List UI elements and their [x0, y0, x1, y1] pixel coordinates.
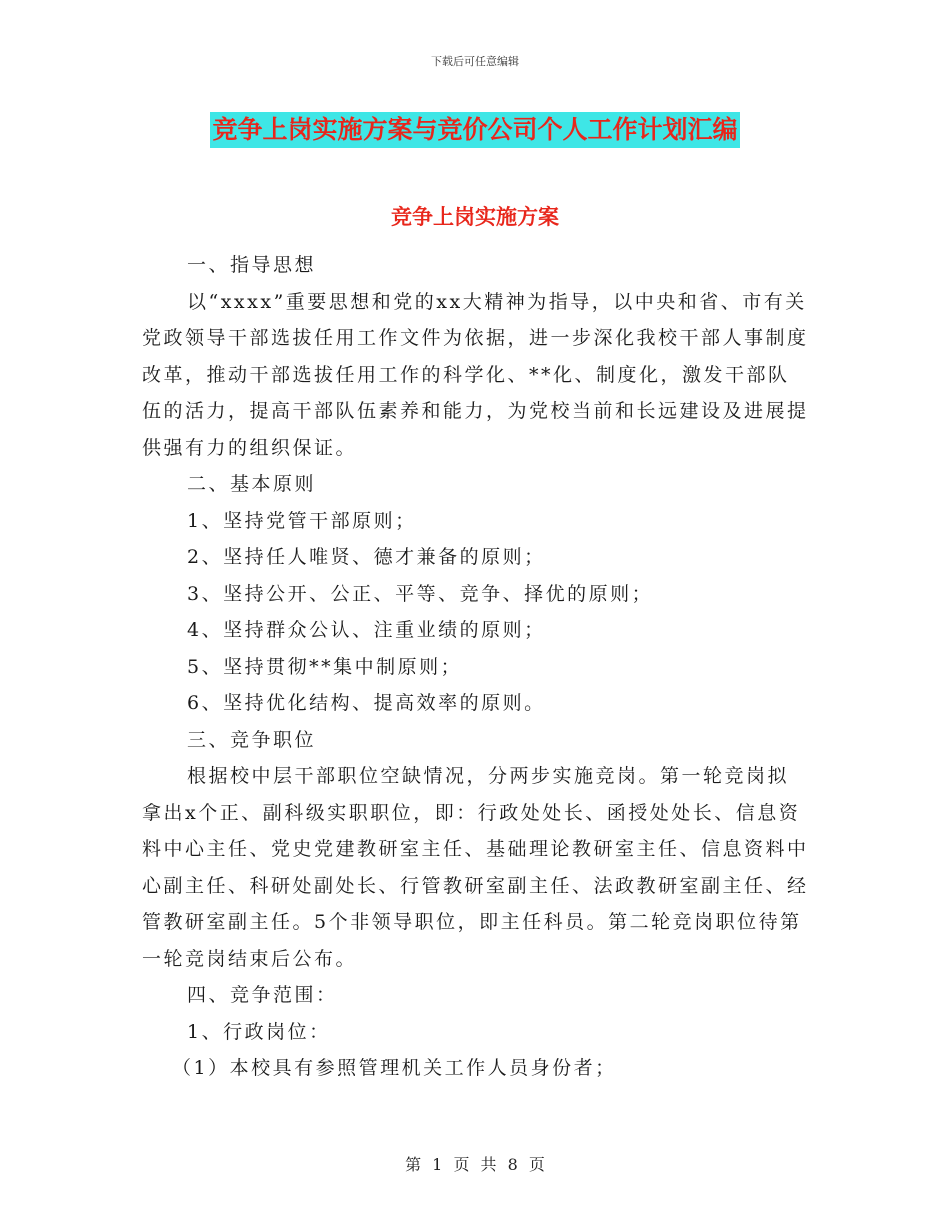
page-number: 1: [432, 1155, 443, 1174]
heading-basic-principles: 二、基本原则: [187, 473, 317, 495]
paragraph-competition-positions: 根据校中层干部职位空缺情况，分两步实施竞岗。第一轮竞岗拟拿出x个正、副科级实职职位，即：行政处处长、函授处处长、信息资料中心主任、党史党建教研室主任、基础理论教研室主任、信息资料中心副主任、科研处副处长、行管教研室副主任、法政教研室副主任、经管教研室副主任。5个非领导职位，即主任科员。第二轮竞岗职位待第一轮竞岗结束后公布。: [142, 765, 809, 970]
footer-prefix: 第: [405, 1155, 422, 1174]
footer-suffix: 页: [528, 1155, 545, 1174]
paragraph-guiding-ideology: 以“xxxx”重要思想和党的xx大精神为指导，以中央和省、市有关党政领导干部选拔任用工作文件为依据，进一步深化我校干部人事制度改革，推动干部选拔任用工作的科学化、**化、制度化，激发干部队伍的活力，提高干部队伍素养和能力，为党校当前和长远建设及进展提供强有力的组织保证。: [142, 290, 809, 459]
page-footer: [0, 1152, 950, 1175]
principle-item: 2、坚持任人唯贤、德才兼备的原则；: [187, 546, 546, 568]
principle-item: 6、坚持优化结构、提高效率的原则。: [187, 692, 546, 714]
total-pages: 8: [507, 1155, 518, 1174]
scope-item: 1、行政岗位：: [187, 1020, 331, 1043]
heading-competition-positions: 三、竞争职位: [187, 728, 317, 751]
document-title-wrap: [0, 112, 950, 148]
document-body: [142, 247, 810, 1087]
footer-mid: 页 共: [453, 1155, 497, 1174]
heading-competition-scope: 四、竞争范围：: [187, 984, 338, 1006]
principle-item: 5、坚持贯彻**集中制原则；: [187, 655, 463, 678]
heading-guiding-ideology: 一、指导思想: [187, 254, 317, 276]
scope-subitem: （1）本校具有参照管理机关工作人员身份者；: [172, 1057, 617, 1079]
principle-item: 1、坚持党管干部原则；: [187, 509, 417, 532]
principle-item: 4、坚持群众公认、注重业绩的原则；: [187, 619, 546, 641]
section-title: 竞争上岗实施方案: [391, 204, 559, 229]
principle-item: 3、坚持公开、公正、平等、竞争、择优的原则；: [187, 582, 654, 605]
header-note: 下载后可任意编辑: [431, 55, 519, 68]
document-title: 竞争上岗实施方案与竞价公司个人工作计划汇编: [210, 112, 739, 148]
